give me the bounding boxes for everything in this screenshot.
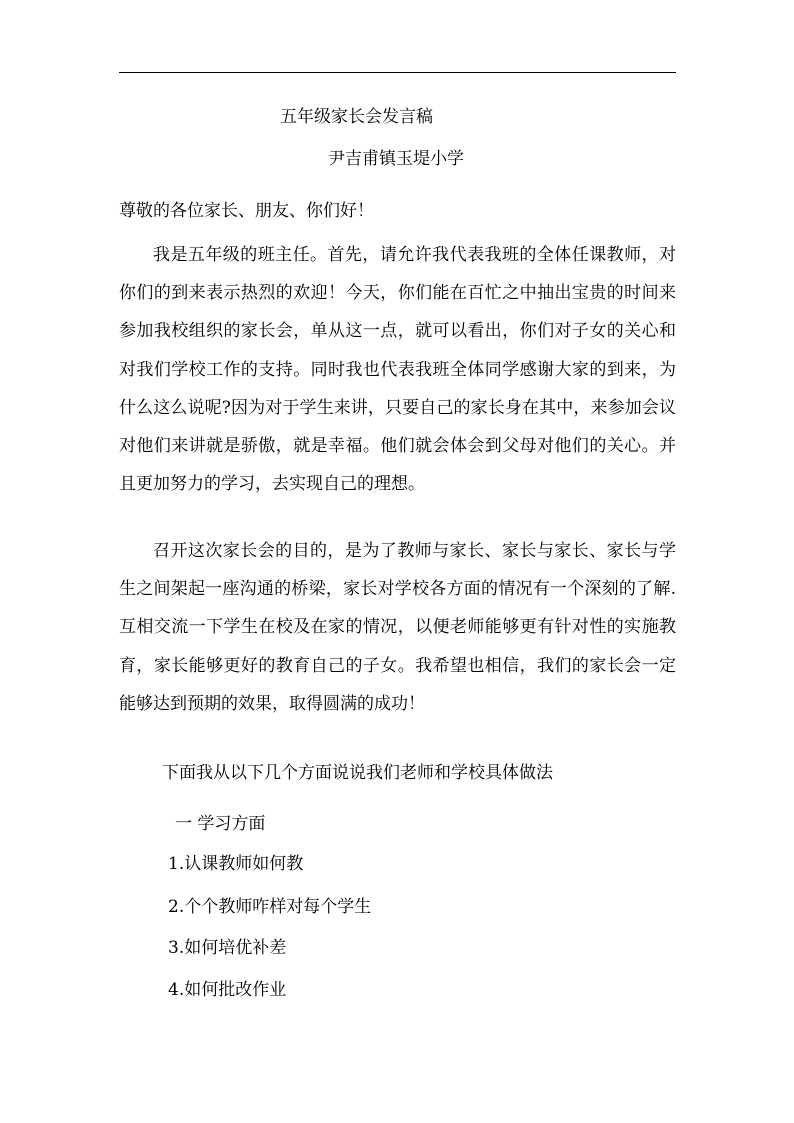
document-title: 五年级家长会发言稿 (280, 107, 433, 127)
list-item: 2.个个教师咋样对每个学生 (168, 897, 372, 917)
list-item: 3.如何培优补差 (168, 938, 287, 958)
school-name: 尹吉甫镇玉堤小学 (328, 149, 464, 169)
paragraph-purpose: 召开这次家长会的目的，是为了教师与家长、家长与家长、家长与学生之间架起一座沟通的桥梁，家长对学校各方面的情况有一个深刻的了解.互相交流一下学生在校及在家的情况，以便老师能够更有针对性的实施教育，家长能够更好的教育自己的子女。我希望也相信，我们的家长会一定能够达到预期的效果，取得圆满的成功！ (119, 541, 676, 714)
list-item: 4.如何批改作业 (168, 980, 287, 1000)
header-rule (119, 72, 676, 73)
section-heading: 一 学习方面 (175, 814, 266, 834)
list-item: 1.认课教师如何教 (168, 854, 304, 874)
intro-line: 下面我从以下几个方面说说我们老师和学校具体做法 (162, 763, 553, 783)
salutation: 尊敬的各位家长、朋友、你们好！ (119, 201, 374, 221)
paragraph-welcome: 我是五年级的班主任。首先，请允许我代表我班的全体任课教师，对你们的到来表示热烈的欢迎！今天，你们能在百忙之中抽出宝贵的时间来参加我校组织的家长会，单从这一点，就可以看出，你们对子女的关心和对我们学校工作的支持。同时我也代表我班全体同学感谢大家的到来，为什么这么说呢?因为对于学生来讲，只要自己的家长身在其中，来参加会议对他们来讲就是骄傲，就是幸福。他们就会体会到父母对他们的关心。并且更加努力的学习，去实现自己的理想。 (119, 245, 676, 495)
